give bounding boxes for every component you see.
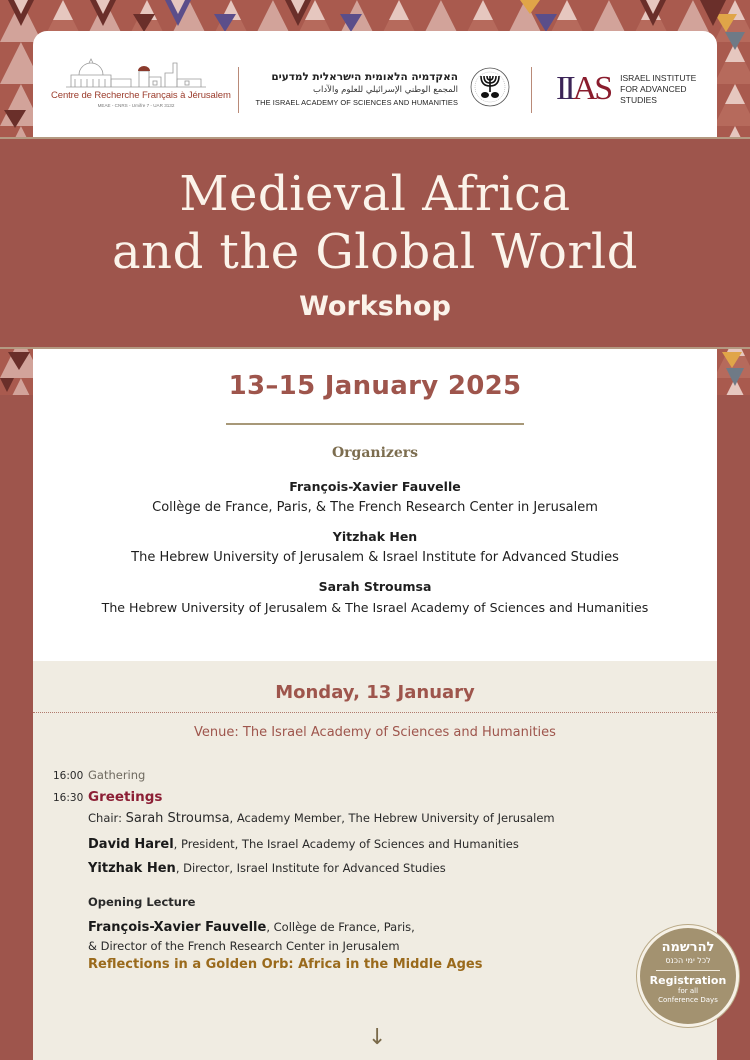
logo-divider (238, 67, 239, 113)
organizer-affiliation: Collège de France, Paris, & The French Research Center in Jerusalem (152, 500, 598, 515)
ias-mark-a: II (556, 70, 573, 107)
speaker-name: Yitzhak Hen (88, 861, 176, 876)
ias-line-3: STUDIES (620, 94, 657, 105)
jerusalem-skyline-icon (61, 51, 211, 89)
day-title: Monday, 13 January (275, 682, 475, 703)
registration-sub-2: Conference Days (658, 996, 718, 1004)
ias-line-1: ISRAEL INSTITUTE (620, 72, 697, 83)
scroll-down-arrow-icon[interactable]: ↓ (368, 1025, 387, 1050)
dotted-divider (33, 712, 717, 713)
registration-hebrew: להרשמה (661, 940, 715, 955)
organizers-heading: Organizers (331, 445, 419, 461)
schedule-item-greetings (53, 786, 162, 805)
speaker-name: François-Xavier Fauvelle (88, 920, 267, 935)
academy-name-hebrew: האקדמיה הלאומית הישראלית למדעים (271, 71, 458, 83)
day-schedule (33, 661, 717, 1060)
schedule-item-gathering (53, 764, 145, 783)
ias-logo (556, 72, 696, 106)
organizer-name: Sarah Stroumsa (318, 579, 432, 594)
event-title-line-2: and the Global World (112, 224, 638, 280)
speaker-role-line-2: & Director of the French Research Center in Jerusalem (88, 939, 400, 953)
lecture-title: Reflections in a Golden Orb: Africa in the Middle Ages (88, 957, 483, 972)
ias-line-2: FOR ADVANCED (620, 83, 687, 94)
ias-name (620, 73, 696, 106)
event-title-line-1: Medieval Africa (179, 166, 571, 222)
speaker-role: , President, The Israel Academy of Sciences and Humanities (173, 837, 519, 851)
crfj-logo (51, 51, 231, 121)
organizer-name: François-Xavier Fauvelle (289, 479, 461, 494)
crfj-subtitle: MEAE - CNRS - Umifre 7 - UAR 3132 (97, 103, 175, 108)
organizer-name: Yitzhak Hen (332, 529, 418, 544)
venue: Venue: The Israel Academy of Sciences and Humanities (194, 725, 556, 740)
event-subtitle: Workshop (299, 291, 451, 322)
ias-mark-b: AS (572, 70, 611, 107)
speaker-role: , Director, Israel Institute for Advanced Studies (175, 861, 446, 875)
item-label: Gathering (88, 768, 146, 782)
time: 16:00 (53, 770, 84, 782)
logo-bar (33, 31, 717, 138)
time: 16:30 (53, 792, 84, 804)
registration-hebrew-sub: לכל ימי הכנס (665, 956, 711, 965)
chair-name: Sarah Stroumsa (125, 811, 230, 826)
session-title: Greetings (88, 789, 163, 805)
speaker-name: David Harel (88, 837, 174, 852)
divider-rule (226, 423, 524, 425)
academy-name-english: THE ISRAEL ACADEMY OF SCIENCES AND HUMANITIES (255, 98, 458, 107)
event-info (33, 349, 717, 661)
ias-mark (556, 72, 610, 106)
registration-label: Registration (649, 974, 727, 987)
organizer-affiliation: The Hebrew University of Jerusalem & The Israel Academy of Sciences and Humanities (101, 600, 649, 615)
badge-divider (656, 970, 720, 971)
event-dates: 13–15 January 2025 (228, 371, 522, 401)
chair-prefix: Chair: (88, 811, 126, 825)
logo-divider (531, 67, 532, 113)
menorah-emblem-icon (469, 66, 511, 108)
chair-line (88, 811, 555, 826)
speaker-role: , Collège de France, Paris, (266, 920, 415, 934)
title-band (0, 137, 750, 349)
crfj-name: Centre de Recherche Français à Jérusalem (51, 90, 231, 101)
organizer-affiliation: The Hebrew University of Jerusalem & Israel Institute for Advanced Studies (131, 550, 619, 565)
israel-academy-logo (253, 71, 458, 107)
speaker-line (88, 861, 446, 876)
speaker-line (88, 837, 519, 852)
chair-role: , Academy Member, The Hebrew University of Jerusalem (229, 811, 555, 825)
lecture-speaker-line (88, 920, 415, 935)
registration-button[interactable] (637, 925, 739, 1027)
session-title: Opening Lecture (88, 895, 196, 909)
registration-sub-1: for all (677, 987, 699, 995)
academy-name-arabic: المجمع الوطني الإسرائيلي للعلوم والآداب (312, 85, 458, 95)
